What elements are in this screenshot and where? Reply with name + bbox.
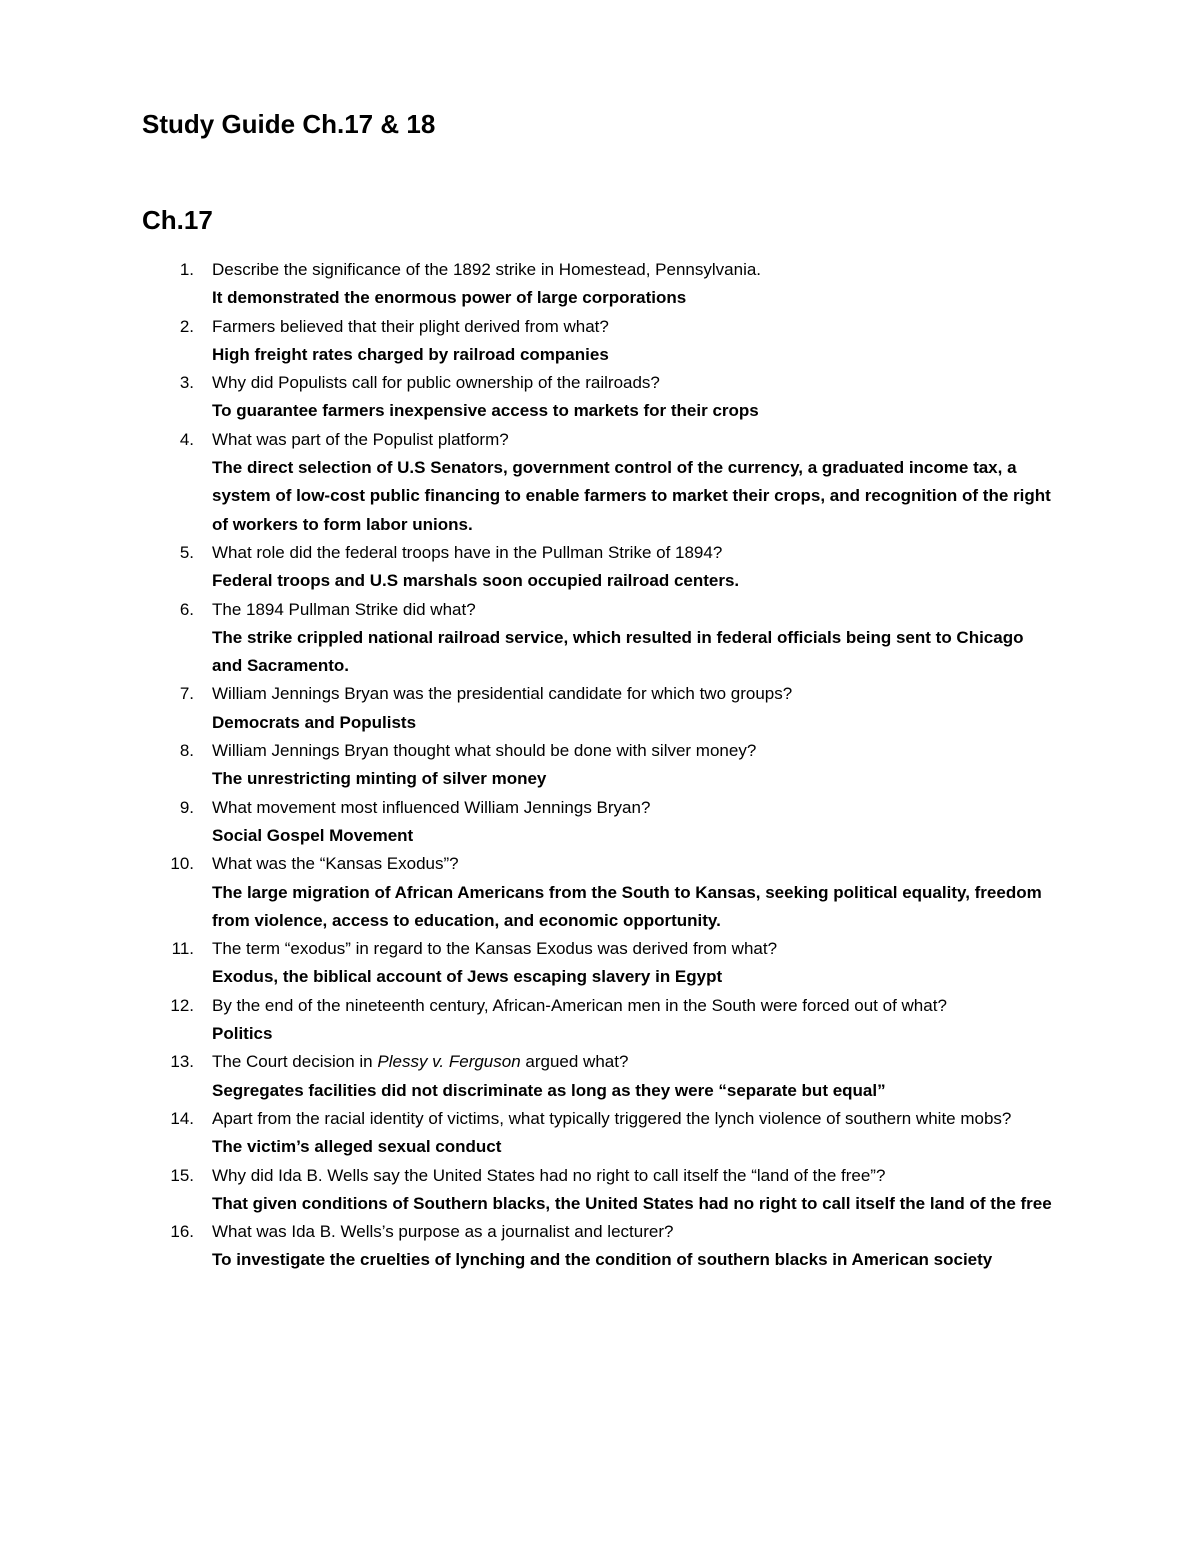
question-text: [212, 1048, 1052, 1076]
answer-text: Social Gospel Movement: [212, 825, 414, 845]
question-number: 1.: [179, 260, 194, 279]
answer-text: High freight rates charged by railroad companies: [212, 344, 609, 364]
question-text: What was the “Kansas Exodus”?: [212, 854, 459, 874]
document-title: Study Guide Ch.17 & 18: [142, 109, 436, 139]
question-text: William Jennings Bryan was the presidential candidate for which two groups?: [212, 684, 793, 704]
question-item-6: [0, 596, 1052, 681]
question-item-12: [0, 992, 1052, 1049]
question-number: 15.: [170, 1165, 194, 1185]
answer-text: The strike crippled national railroad service, which resulted in federal officials being sent to Chicago and Sacramento.: [212, 627, 1024, 676]
question-number: 4.: [179, 429, 194, 449]
question-item-9: [0, 794, 1052, 851]
question-text: Apart from the racial identity of victims, what typically triggered the lynch violence of southern white mobs?: [212, 1108, 1012, 1128]
question-item-1: [0, 256, 1052, 313]
question-number: 8.: [179, 741, 194, 761]
question-item-14: [0, 1105, 1052, 1162]
question-item-10: [0, 850, 1052, 935]
question-number: 3.: [179, 373, 194, 393]
question-item-4: [0, 426, 1052, 539]
answer-text: The direct selection of U.S Senators, government control of the currency, a graduated income tax, a system of low-cost public financing to enable farmers to market their crops, and recognition of the right of workers to form labor unions.: [212, 458, 1051, 534]
answer-text: Segregates facilities did not discriminate as long as they were “separate but equal”: [212, 1080, 886, 1100]
question-text-start: The Court decision in: [212, 1052, 378, 1072]
question-number: 12.: [170, 995, 194, 1015]
question-item-13: [0, 1048, 1052, 1105]
question-number: 14.: [170, 1108, 194, 1128]
question-number: 11.: [171, 939, 194, 959]
question-text: Why did Ida B. Wells say the United States had no right to call itself the “land of the free”?: [212, 1165, 886, 1185]
question-item-7: [0, 680, 1052, 737]
question-item-16: [0, 1218, 1052, 1275]
question-text-end: argued what?: [520, 1052, 629, 1072]
answer-text: It demonstrated the enormous power of large corporations: [212, 288, 687, 308]
question-number: 6.: [179, 599, 194, 619]
question-text: What role did the federal troops have in the Pullman Strike of 1894?: [212, 542, 723, 562]
question-text: By the end of the nineteenth century, African-American men in the South were forced out of what?: [212, 995, 947, 1015]
question-number: 2.: [179, 316, 194, 336]
question-text: What was part of the Populist platform?: [212, 429, 509, 449]
question-number: 16.: [170, 1222, 194, 1242]
answer-text: Exodus, the biblical account of Jews escaping slavery in Egypt: [212, 967, 723, 987]
answer-text: That given conditions of Southern blacks, the United States had no right to call itself the land of the free: [212, 1193, 1052, 1213]
question-list: [0, 256, 1052, 1275]
answer-text: The unrestricting minting of silver money: [212, 769, 547, 789]
question-number: 13.: [170, 1052, 194, 1072]
question-item-8: [0, 737, 1052, 794]
answer-text: Democrats and Populists: [212, 712, 417, 732]
answer-text: To guarantee farmers inexpensive access to markets for their crops: [212, 401, 759, 421]
question-item-5: [0, 539, 1052, 596]
question-number: 10.: [170, 854, 194, 874]
question-item-11: [0, 935, 1052, 992]
question-item-3: [0, 369, 1052, 426]
answer-text: The large migration of African Americans from the South to Kansas, seeking political equality, freedom from violence, access to education, and economic opportunity.: [212, 882, 1042, 930]
answer-text: Politics: [212, 1024, 273, 1044]
answer-text: Federal troops and U.S marshals soon occupied railroad centers.: [212, 571, 740, 591]
case-name: Plessy v. Ferguson: [377, 1052, 521, 1072]
answer-text: To investigate the cruelties of lynching and the condition of southern blacks in American society: [212, 1250, 993, 1270]
question-item-15: [0, 1162, 1052, 1219]
question-number: 9.: [179, 797, 194, 817]
question-text: Why did Populists call for public ownership of the railroads?: [212, 373, 660, 393]
question-text: William Jennings Bryan thought what should be done with silver money?: [212, 741, 757, 761]
question-text: The term “exodus” in regard to the Kansas Exodus was derived from what?: [212, 939, 778, 959]
question-text: What was Ida B. Wells’s purpose as a journalist and lecturer?: [212, 1222, 674, 1242]
question-number: 5.: [179, 542, 194, 562]
question-item-2: [0, 313, 1052, 370]
question-text: What movement most influenced William Jennings Bryan?: [212, 797, 651, 817]
question-text: Describe the significance of the 1892 strike in Homestead, Pennsylvania.: [212, 260, 762, 279]
question-number: 7.: [179, 684, 194, 704]
answer-text: The victim’s alleged sexual conduct: [212, 1137, 502, 1157]
chapter-heading: Ch.17: [142, 205, 213, 235]
question-text: Farmers believed that their plight derived from what?: [212, 316, 609, 336]
question-text: The 1894 Pullman Strike did what?: [212, 599, 476, 619]
